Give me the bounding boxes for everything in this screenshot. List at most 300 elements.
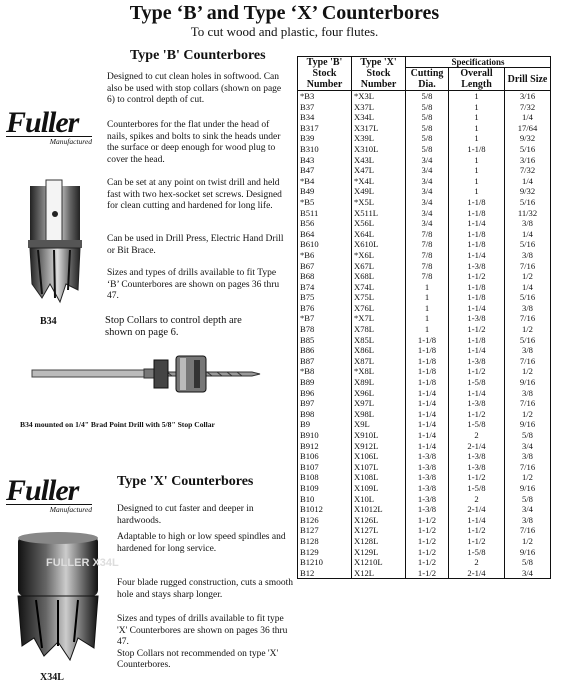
- cutting-dia-cell: 3/4: [406, 197, 449, 208]
- cutting-dia-cell: 7/8: [406, 271, 449, 282]
- table-row: [298, 155, 551, 166]
- type-x-stock-cell: X107L: [352, 462, 406, 473]
- type-x-stock-cell: X76L: [352, 303, 406, 314]
- drill-size-cell: 1/2: [505, 536, 551, 547]
- cutting-dia-cell: 5/8: [406, 102, 449, 113]
- brad-point-drill-image: [32, 352, 262, 396]
- overall-length-cell: 1-1/8: [449, 282, 505, 293]
- drill-size-cell: 9/16: [505, 483, 551, 494]
- type-b-heading: Type 'B' Counterbores: [130, 48, 266, 63]
- overall-length-cell: 1: [449, 176, 505, 187]
- overall-length-cell: 1-1/4: [449, 250, 505, 261]
- overall-length-cell: 1: [449, 102, 505, 113]
- cutting-dia-cell: 1: [406, 324, 449, 335]
- overall-length-cell: 2-1/4: [449, 504, 505, 515]
- cutting-dia-cell: 1-3/8: [406, 483, 449, 494]
- type-x-stock-cell: X74L: [352, 282, 406, 293]
- type-x-stock-cell: X310L: [352, 144, 406, 155]
- type-b-stock-cell: B47: [298, 165, 352, 176]
- table-row: [298, 547, 551, 558]
- cutting-dia-cell: 7/8: [406, 250, 449, 261]
- drill-size-cell: 7/16: [505, 398, 551, 409]
- table-row: [298, 388, 551, 399]
- drill-size-cell: 5/16: [505, 197, 551, 208]
- table-row: [298, 483, 551, 494]
- table-row: [298, 345, 551, 356]
- type-x-stock-cell: X106L: [352, 451, 406, 462]
- table-row: [298, 197, 551, 208]
- drill-size-cell: 7/32: [505, 165, 551, 176]
- type-x-stock-cell: *X8L: [352, 366, 406, 377]
- col-header-type-x: Type 'X' Stock Number: [352, 57, 406, 91]
- type-x-stock-cell: *X5L: [352, 197, 406, 208]
- cutting-dia-cell: 3/4: [406, 155, 449, 166]
- table-row: [298, 282, 551, 293]
- type-x-stock-cell: X1210L: [352, 557, 406, 568]
- table-row: [298, 462, 551, 473]
- type-b-stock-cell: *B4: [298, 176, 352, 187]
- type-x-stock-cell: X87L: [352, 356, 406, 367]
- type-b-stock-cell: B39: [298, 133, 352, 144]
- cutting-dia-cell: 5/8: [406, 112, 449, 123]
- overall-length-cell: 1-5/8: [449, 547, 505, 558]
- drill-size-cell: 3/8: [505, 218, 551, 229]
- drill-size-cell: 9/32: [505, 186, 551, 197]
- type-x-stock-cell: *X6L: [352, 250, 406, 261]
- cutting-dia-cell: 5/8: [406, 144, 449, 155]
- col-header-type-b: Type 'B' Stock Number: [298, 57, 352, 91]
- table-row: [298, 356, 551, 367]
- cutting-dia-cell: 1-3/8: [406, 451, 449, 462]
- drill-size-cell: 5/8: [505, 494, 551, 505]
- cutting-dia-cell: 1-1/8: [406, 377, 449, 388]
- type-b-para-4: Can be used in Drill Press, Electric Hand Drill or Bit Brace.: [107, 234, 284, 256]
- drill-size-cell: 3/4: [505, 568, 551, 579]
- drill-size-cell: 1/2: [505, 324, 551, 335]
- cutting-dia-cell: 7/8: [406, 229, 449, 240]
- type-b-stock-cell: B126: [298, 515, 352, 526]
- cutting-dia-cell: 7/8: [406, 239, 449, 250]
- type-b-stock-cell: B107: [298, 462, 352, 473]
- type-b-stock-cell: B85: [298, 335, 352, 346]
- cutting-dia-cell: 1: [406, 282, 449, 293]
- type-b-stock-cell: B68: [298, 271, 352, 282]
- type-x-stock-cell: X49L: [352, 186, 406, 197]
- table-row: [298, 419, 551, 430]
- table-row: [298, 525, 551, 536]
- drill-size-cell: 9/16: [505, 547, 551, 558]
- table-row: [298, 123, 551, 134]
- type-b-stock-cell: B12: [298, 568, 352, 579]
- page-subtitle: To cut wood and plastic, four flutes.: [190, 24, 379, 39]
- type-x-stock-cell: X39L: [352, 133, 406, 144]
- table-row: [298, 229, 551, 240]
- type-x-stock-cell: X68L: [352, 271, 406, 282]
- cutting-dia-cell: 1-1/8: [406, 356, 449, 367]
- drill-size-cell: 7/16: [505, 462, 551, 473]
- type-b-stock-cell: B10: [298, 494, 352, 505]
- type-b-stock-cell: B76: [298, 303, 352, 314]
- type-x-stock-cell: X12L: [352, 568, 406, 579]
- type-b-stock-cell: B127: [298, 525, 352, 536]
- table-row: [298, 261, 551, 272]
- fuller-logo-text: Fuller: [6, 474, 79, 507]
- drill-size-cell: 3/8: [505, 451, 551, 462]
- type-x-stock-cell: X43L: [352, 155, 406, 166]
- stop-collar-note: Stop Collars to control depth are shown on page 6.: [105, 315, 242, 338]
- type-b-stock-cell: B75: [298, 292, 352, 303]
- type-x-para-4: Sizes and types of drills available to fit type 'X' Counterbores are shown on pages 36 thru 47. Stop Collars not recommended on type 'X' Counterbores.: [117, 614, 288, 670]
- type-x-stock-cell: X317L: [352, 123, 406, 134]
- cutting-dia-cell: 5/8: [406, 133, 449, 144]
- cutting-dia-cell: 3/4: [406, 186, 449, 197]
- type-x-stock-cell: X67L: [352, 261, 406, 272]
- type-x-stock-cell: X126L: [352, 515, 406, 526]
- type-b-para-1: Designed to cut clean holes in softwood. Can also be used with stop collars (shown on page 6) to control depth of cut.: [107, 72, 282, 105]
- overall-length-cell: 2-1/4: [449, 568, 505, 579]
- type-x-stock-cell: X89L: [352, 377, 406, 388]
- type-b-stock-cell: B108: [298, 472, 352, 483]
- overall-length-cell: 2: [449, 430, 505, 441]
- overall-length-cell: 1: [449, 165, 505, 176]
- type-b-stock-cell: B74: [298, 282, 352, 293]
- type-x-stock-cell: X511L: [352, 208, 406, 219]
- drill-size-cell: 5/16: [505, 144, 551, 155]
- manufactured-label: Manufactured: [49, 137, 92, 146]
- drill-size-cell: 7/16: [505, 313, 551, 324]
- drill-size-cell: 5/16: [505, 239, 551, 250]
- overall-length-cell: 1-3/8: [449, 462, 505, 473]
- table-row: [298, 557, 551, 568]
- overall-length-cell: 1-1/2: [449, 409, 505, 420]
- type-b-stock-cell: B56: [298, 218, 352, 229]
- type-b-stock-cell: B37: [298, 102, 352, 113]
- type-x-stock-cell: X75L: [352, 292, 406, 303]
- overall-length-cell: 2: [449, 494, 505, 505]
- table-row: [298, 409, 551, 420]
- page-title: Type ‘B’ and Type ‘X’ Counterbores: [129, 2, 440, 24]
- type-x-stock-cell: X47L: [352, 165, 406, 176]
- type-x-stock-cell: X912L: [352, 441, 406, 452]
- type-b-stock-cell: B1210: [298, 557, 352, 568]
- type-x-para-2: Adaptable to high or low speed spindles and hardened for long service.: [117, 532, 286, 554]
- table-row: [298, 366, 551, 377]
- cutting-dia-cell: 3/4: [406, 208, 449, 219]
- table-row: [298, 536, 551, 547]
- overall-length-cell: 1: [449, 155, 505, 166]
- table-row: [298, 186, 551, 197]
- drill-size-cell: 9/16: [505, 419, 551, 430]
- col-header-drill-size: Drill Size: [505, 68, 551, 91]
- cutting-dia-cell: 1-1/4: [406, 430, 449, 441]
- table-row: [298, 165, 551, 176]
- table-row: [298, 451, 551, 462]
- drill-size-cell: 3/8: [505, 515, 551, 526]
- cutting-dia-cell: 3/4: [406, 176, 449, 187]
- overall-length-cell: 1-1/8: [449, 208, 505, 219]
- table-body: [298, 91, 551, 579]
- table-row: [298, 515, 551, 526]
- drill-size-cell: 3/8: [505, 345, 551, 356]
- overall-length-cell: 1-1/8: [449, 229, 505, 240]
- overall-length-cell: 2: [449, 557, 505, 568]
- drill-size-cell: 5/16: [505, 292, 551, 303]
- drill-caption: B34 mounted on 1/4" Brad Point Drill with 5/8" Stop Collar: [20, 420, 215, 429]
- overall-length-cell: 1-1/8: [449, 197, 505, 208]
- cutting-dia-cell: 1-1/2: [406, 515, 449, 526]
- table-row: [298, 144, 551, 155]
- drill-size-cell: 3/8: [505, 303, 551, 314]
- type-x-stock-cell: X97L: [352, 398, 406, 409]
- overall-length-cell: 1-1/2: [449, 472, 505, 483]
- overall-length-cell: 1-1/2: [449, 271, 505, 282]
- type-x-stock-cell: X10L: [352, 494, 406, 505]
- drill-size-cell: 1/4: [505, 112, 551, 123]
- drill-size-cell: 1/2: [505, 271, 551, 282]
- cutting-dia-cell: 1: [406, 313, 449, 324]
- drill-size-cell: 7/16: [505, 261, 551, 272]
- cutting-dia-cell: 1-1/4: [406, 409, 449, 420]
- type-b-stock-cell: B317: [298, 123, 352, 134]
- type-b-stock-cell: B129: [298, 547, 352, 558]
- overall-length-cell: 1-1/2: [449, 366, 505, 377]
- overall-length-cell: 1: [449, 186, 505, 197]
- cutting-dia-cell: 1-1/8: [406, 366, 449, 377]
- overall-length-cell: 1-1/4: [449, 515, 505, 526]
- type-x-stock-cell: X108L: [352, 472, 406, 483]
- drill-size-cell: 11/32: [505, 208, 551, 219]
- type-x-stock-cell: X37L: [352, 102, 406, 113]
- type-b-stock-cell: B89: [298, 377, 352, 388]
- overall-length-cell: 1-3/8: [449, 313, 505, 324]
- fuller-logo-x: [6, 476, 96, 514]
- cutting-dia-cell: 1-1/2: [406, 568, 449, 579]
- cutting-dia-cell: 3/4: [406, 165, 449, 176]
- drill-size-cell: 7/16: [505, 356, 551, 367]
- overall-length-cell: 1-1/2: [449, 324, 505, 335]
- cutting-dia-cell: 1-1/2: [406, 557, 449, 568]
- drill-size-cell: 1/2: [505, 366, 551, 377]
- type-x-stock-cell: X109L: [352, 483, 406, 494]
- table-row: [298, 568, 551, 579]
- overall-length-cell: 2-1/4: [449, 441, 505, 452]
- cutting-dia-cell: 7/8: [406, 261, 449, 272]
- cutting-dia-cell: 1-1/8: [406, 335, 449, 346]
- type-x-stock-cell: *X7L: [352, 313, 406, 324]
- col-header-overall-length: Overall Length: [449, 68, 505, 91]
- cutting-dia-cell: 1-1/4: [406, 388, 449, 399]
- drill-size-cell: 5/8: [505, 557, 551, 568]
- drill-size-cell: 3/16: [505, 155, 551, 166]
- drill-size-cell: 3/8: [505, 250, 551, 261]
- type-b-stock-cell: B87: [298, 356, 352, 367]
- overall-length-cell: 1-3/8: [449, 261, 505, 272]
- type-b-stock-cell: B67: [298, 261, 352, 272]
- type-b-stock-cell: *B5: [298, 197, 352, 208]
- type-b-stock-cell: B912: [298, 441, 352, 452]
- table-row: [298, 441, 551, 452]
- drill-size-cell: 3/8: [505, 388, 551, 399]
- drill-size-cell: 5/8: [505, 430, 551, 441]
- drill-size-cell: 1/2: [505, 409, 551, 420]
- drill-size-cell: 9/32: [505, 133, 551, 144]
- cutting-dia-cell: 1-3/8: [406, 494, 449, 505]
- type-b-stock-cell: B106: [298, 451, 352, 462]
- table-row: [298, 292, 551, 303]
- overall-length-cell: 1-3/8: [449, 451, 505, 462]
- type-x-heading: Type 'X' Counterbores: [117, 474, 254, 489]
- type-x-stock-cell: X64L: [352, 229, 406, 240]
- overall-length-cell: 1-5/8: [449, 419, 505, 430]
- table-row: [298, 335, 551, 346]
- cutting-dia-cell: 1-1/2: [406, 547, 449, 558]
- manufactured-label: Manufactured: [49, 505, 92, 514]
- drill-size-cell: 17/64: [505, 123, 551, 134]
- type-b-stock-cell: *B8: [298, 366, 352, 377]
- type-x-para-1: Designed to cut faster and deeper in hardwoods.: [117, 504, 254, 526]
- drill-size-cell: 5/16: [505, 335, 551, 346]
- overall-length-cell: 1-1/2: [449, 525, 505, 536]
- cutting-dia-cell: 1-3/8: [406, 472, 449, 483]
- table-row: [298, 239, 551, 250]
- type-b-stock-cell: *B6: [298, 250, 352, 261]
- overall-length-cell: 1-5/8: [449, 377, 505, 388]
- overall-length-cell: 1-1/2: [449, 536, 505, 547]
- table-row: [298, 102, 551, 113]
- type-x-stock-cell: X56L: [352, 218, 406, 229]
- specifications-table: [297, 56, 551, 579]
- table-row: [298, 176, 551, 187]
- table-row: [298, 91, 551, 102]
- type-x-stock-cell: X610L: [352, 239, 406, 250]
- b34-label: B34: [40, 316, 57, 327]
- type-x-stock-cell: X9L: [352, 419, 406, 430]
- overall-length-cell: 1-1/8: [449, 292, 505, 303]
- type-x-stock-cell: X127L: [352, 525, 406, 536]
- drill-size-cell: 3/4: [505, 504, 551, 515]
- cutting-dia-cell: 1-1/4: [406, 441, 449, 452]
- type-x-stock-cell: X98L: [352, 409, 406, 420]
- drill-size-cell: 9/16: [505, 377, 551, 388]
- drill-size-cell: 3/16: [505, 91, 551, 102]
- overall-length-cell: 1-3/8: [449, 398, 505, 409]
- cutting-dia-cell: 1-1/2: [406, 536, 449, 547]
- overall-length-cell: 1-5/8: [449, 483, 505, 494]
- type-b-stock-cell: B97: [298, 398, 352, 409]
- cutting-dia-cell: 1-1/4: [406, 419, 449, 430]
- table-row: [298, 303, 551, 314]
- table-row: [298, 208, 551, 219]
- drill-size-cell: 3/4: [505, 441, 551, 452]
- table-row: [298, 271, 551, 282]
- overall-length-cell: 1-1/4: [449, 345, 505, 356]
- cutting-dia-cell: 3/4: [406, 218, 449, 229]
- drill-size-cell: 1/4: [505, 282, 551, 293]
- type-b-stock-cell: B78: [298, 324, 352, 335]
- overall-length-cell: 1-1/8: [449, 335, 505, 346]
- type-b-stock-cell: B9: [298, 419, 352, 430]
- drill-size-cell: 1/4: [505, 176, 551, 187]
- table-row: [298, 430, 551, 441]
- type-b-para-2: Counterbores for the flat under the head of nails, spikes and bolts to sink the heads under the surface or deep enough for wood plug to cover the head.: [107, 120, 281, 165]
- x34l-counterbore-image: [12, 530, 119, 670]
- type-x-stock-cell: X129L: [352, 547, 406, 558]
- type-x-stock-cell: X86L: [352, 345, 406, 356]
- cutting-dia-cell: 1: [406, 292, 449, 303]
- cutting-dia-cell: 5/8: [406, 91, 449, 102]
- table-row: [298, 313, 551, 324]
- cutting-dia-cell: 1-1/8: [406, 345, 449, 356]
- col-header-cutting-dia: Cutting Dia.: [406, 68, 449, 91]
- drill-size-cell: 7/32: [505, 102, 551, 113]
- table-row: [298, 112, 551, 123]
- type-x-stock-cell: *X4L: [352, 176, 406, 187]
- table-row: [298, 324, 551, 335]
- overall-length-cell: 1-1/4: [449, 303, 505, 314]
- type-b-stock-cell: B128: [298, 536, 352, 547]
- type-b-stock-cell: B43: [298, 155, 352, 166]
- overall-length-cell: 1: [449, 112, 505, 123]
- drill-size-cell: 1/2: [505, 472, 551, 483]
- overall-length-cell: 1-3/8: [449, 356, 505, 367]
- type-b-stock-cell: B610: [298, 239, 352, 250]
- table-row: [298, 494, 551, 505]
- type-x-stock-cell: *X3L: [352, 91, 406, 102]
- overall-length-cell: 1-1/8: [449, 239, 505, 250]
- cutting-dia-cell: 1: [406, 303, 449, 314]
- type-b-stock-cell: B1012: [298, 504, 352, 515]
- type-b-stock-cell: B86: [298, 345, 352, 356]
- type-b-stock-cell: B910: [298, 430, 352, 441]
- type-b-stock-cell: B98: [298, 409, 352, 420]
- col-header-specifications: Specifications: [406, 57, 551, 68]
- table-row: [298, 472, 551, 483]
- fuller-logo-b: [6, 108, 96, 146]
- table-row: [298, 504, 551, 515]
- overall-length-cell: 1-1/4: [449, 218, 505, 229]
- type-b-stock-cell: B511: [298, 208, 352, 219]
- type-b-stock-cell: *B7: [298, 313, 352, 324]
- drill-size-cell: 1/4: [505, 229, 551, 240]
- type-b-stock-cell: B34: [298, 112, 352, 123]
- type-x-para-3: Four blade rugged construction, cuts a smooth hole and stays sharp longer.: [117, 578, 293, 600]
- type-x-stock-cell: X910L: [352, 430, 406, 441]
- type-b-stock-cell: B96: [298, 388, 352, 399]
- cutting-dia-cell: 1-3/8: [406, 462, 449, 473]
- overall-length-cell: 1: [449, 123, 505, 134]
- type-x-stock-cell: X34L: [352, 112, 406, 123]
- fuller-logo-text: Fuller: [6, 106, 79, 139]
- table-row: [298, 377, 551, 388]
- x34l-label: X34L: [40, 672, 64, 683]
- type-x-stock-cell: X128L: [352, 536, 406, 547]
- b34-counterbore-image: [20, 180, 90, 310]
- type-b-para-5: Sizes and types of drills available to fit Type ‘B’ Counterbores are shown on pages 36 thru 47.: [107, 268, 280, 301]
- type-x-stock-cell: X85L: [352, 335, 406, 346]
- overall-length-cell: 1-1/8: [449, 144, 505, 155]
- table-row: [298, 398, 551, 409]
- type-x-stock-cell: X1012L: [352, 504, 406, 515]
- overall-length-cell: 1: [449, 133, 505, 144]
- cutting-dia-cell: 5/8: [406, 123, 449, 134]
- type-b-stock-cell: *B3: [298, 91, 352, 102]
- table-row: [298, 250, 551, 261]
- type-x-stock-cell: X96L: [352, 388, 406, 399]
- type-x-stock-cell: X78L: [352, 324, 406, 335]
- x34l-engraving: FULLER X34L: [46, 557, 119, 569]
- type-b-stock-cell: B109: [298, 483, 352, 494]
- overall-length-cell: 1-1/4: [449, 388, 505, 399]
